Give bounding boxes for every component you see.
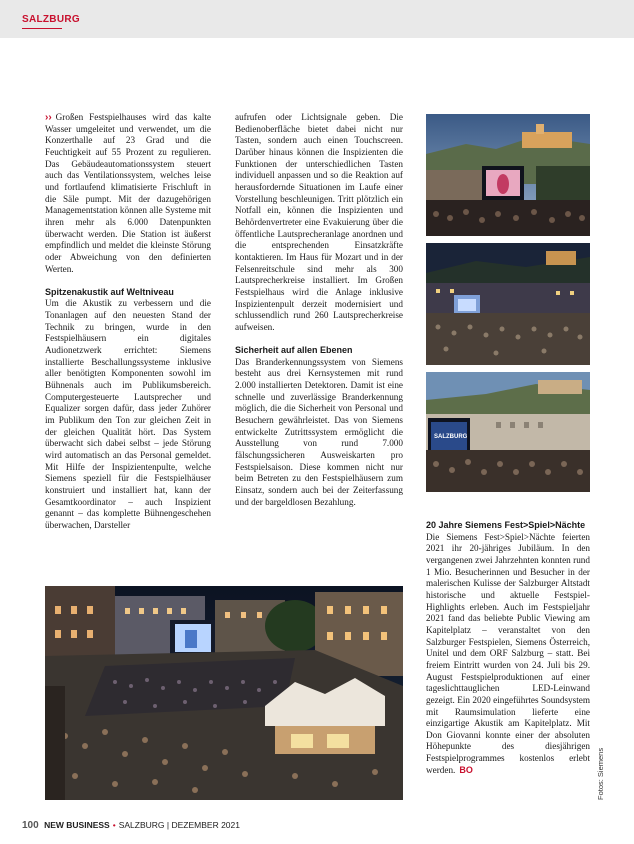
article-column-2 xyxy=(235,112,403,508)
photo-square-aerial-night xyxy=(426,243,590,365)
photo-screen-dusk xyxy=(426,372,590,492)
photo-fortress-night xyxy=(426,114,590,236)
subheading-anniversary: 20 Jahre Siemens Fest>Spiel>Nächte xyxy=(426,520,586,530)
header-bar xyxy=(0,0,634,38)
inspizient-paragraph: aufrufen oder Lichtsignale geben. Die Bedienoberfläche bietet dabei nicht nur Tasten, sondern auch einen Touchscreen. Darüber hinaus können die Inspizienten die Funktionen der unterschiedlichen Tasten individuell anpassen und so die Reaktion auf herausfordernde Situationen im Laufe einer Vorstellung beschleunigen. Tritt plötzlich ein Notfall ein, können die Inspizienten und Behördenvertreter eine Evakuierung über die öffentliche Lautsprecheranlage anordnen und die entsprechenden Einsatzkräfte kontaktieren. Im Haus für Mozart und in der Felsenreitschule sind mehr als 300 Lautsprecherkreise installiert. Im Großen Festspielhaus wird die Anlage inklusive Inspizientenpult derzeit modernisiert und schlussendlich rund 260 Lautsprecherkreise aufweisen. xyxy=(235,112,403,332)
footer-separator: • xyxy=(112,820,116,830)
sidebar-column xyxy=(426,520,590,776)
intro-paragraph: ›› Großen Festspielhauses wird das kalte Wasser umgeleitet und verwendet, um die Konzerthalle auf 23 Grad und die Feuchtigkeit auf 55 Prozent zu regulieren. Das Gebäudeautomationssystem steuert auch das Ventilationssystem, welches leise und fortlaufend klimatisierte Frischluft in die Säle pumpt. Mit der dazugehörigen Managementstation können alle Systeme mit ihren mehr als 6.000 Datenpunkten überwacht werden. Die Station ist äußerst empfindlich und meldet die kleinste Störung oder Abweichung von den definierten Werten. xyxy=(45,112,211,274)
anniversary-paragraph: Die Siemens Fest>Spiel>Nächte feierten 2021 ihr 20-jähriges Jubiläum. In den vergangenen zwei Jahrzehnten konnten rund 1 Mio. Besucherinnen und Besucher in der malerischen Kulisse der Salzburger Altstadt historische und aktuelle Festspiel-Highlights erleben. Auch im Festspieljahr 2021 fand das beliebte Public Viewing am Kapitelplatz – veranstaltet von den Salzburger Festspielen, Siemens Österreich, Unitel und dem ORF Salzburg – statt. Bei freiem Eintritt wurden von 24. Juli bis 29. August Festspielproduktionen auf einer tageslichttauglichen LED-Leinwand gezeigt. Ein 2020 eingeführtes Soundsystem mit Raumsimulation lieferte eine einzigartige Akustik am Kapitelplatz. Mit Don Giovanni konnte einer der absoluten Höhepunkte des diesjährigen Festspielprogrammes kostenlos erlebt werden. BO xyxy=(426,531,590,775)
magazine-name: NEW BUSINESS xyxy=(44,820,110,830)
photo-kapitelplatz-aerial xyxy=(45,586,403,800)
section-underline xyxy=(22,28,62,29)
footer-issue: | DEZEMBER 2021 xyxy=(166,820,240,830)
subheading-security: Sicherheit auf allen Ebenen xyxy=(235,345,353,356)
section-label: SALZBURG xyxy=(22,14,80,25)
acoustics-paragraph: Um die Akustik zu verbessern und die Tonanlagen auf den neuesten Stand der Technik zu bringen, wurde in den Festspielhäusern ein digitales Audionetzwerk errichtet: Siemens installierte Beschallungssysteme inklusive aller benötigten Komponenten sowohl im Bühnenals auch im Publikumsbereich. Computergesteuerte Lautsprecher und Equalizer sorgen dafür, dass jeder Zuhörer im Publikum den Ton zur gleichen Zeit in der gleichen Qualität hört. Das System überwacht sich dabei selbst – jede Störung wird automatisch an das Personal gemeldet. Mit Hilfe der Inspizientenpulte, welche Siemens speziell für die Festspielhäuser konstruiert und installiert hat, kann der Gesamtkoordinator – auch Inspizient genannt – das komplette Bühnengeschehen überwachen, Darsteller xyxy=(45,298,211,530)
page-footer xyxy=(22,820,240,831)
subheading-acoustics: Spitzenakustik auf Weltniveau xyxy=(45,286,174,297)
page-number: 100 xyxy=(22,820,39,831)
article-column-1 xyxy=(45,112,211,532)
photo-credit: Fotos: Siemens xyxy=(596,747,605,800)
chevron-icon: ›› xyxy=(45,112,52,123)
footer-section: SALZBURG xyxy=(118,820,165,830)
author-initials: BO xyxy=(459,764,473,775)
screen-label: SALZBURG xyxy=(434,434,468,440)
security-paragraph: Das Branderkennungssystem von Siemens besteht aus drei Kernsystemen mit rund 2.000 installierten Detektoren. Damit ist eine schnelle und zuverlässige Branderkennung möglich, die die Sicherheit von Personal und Besuchern gewährleistet. Das von Siemens entwickelte Zutrittssystem ermöglicht die Ausstellung von rund 7.000 fälschungssicheren Ausweiskarten pro Festspielsaison. Diese kommen nicht nur beim Betreten zu den Festspielhäusern zum Einsatz, sondern auch bei der Zeiterfassung und der bargeldlosen Bezahlung. xyxy=(235,356,403,507)
